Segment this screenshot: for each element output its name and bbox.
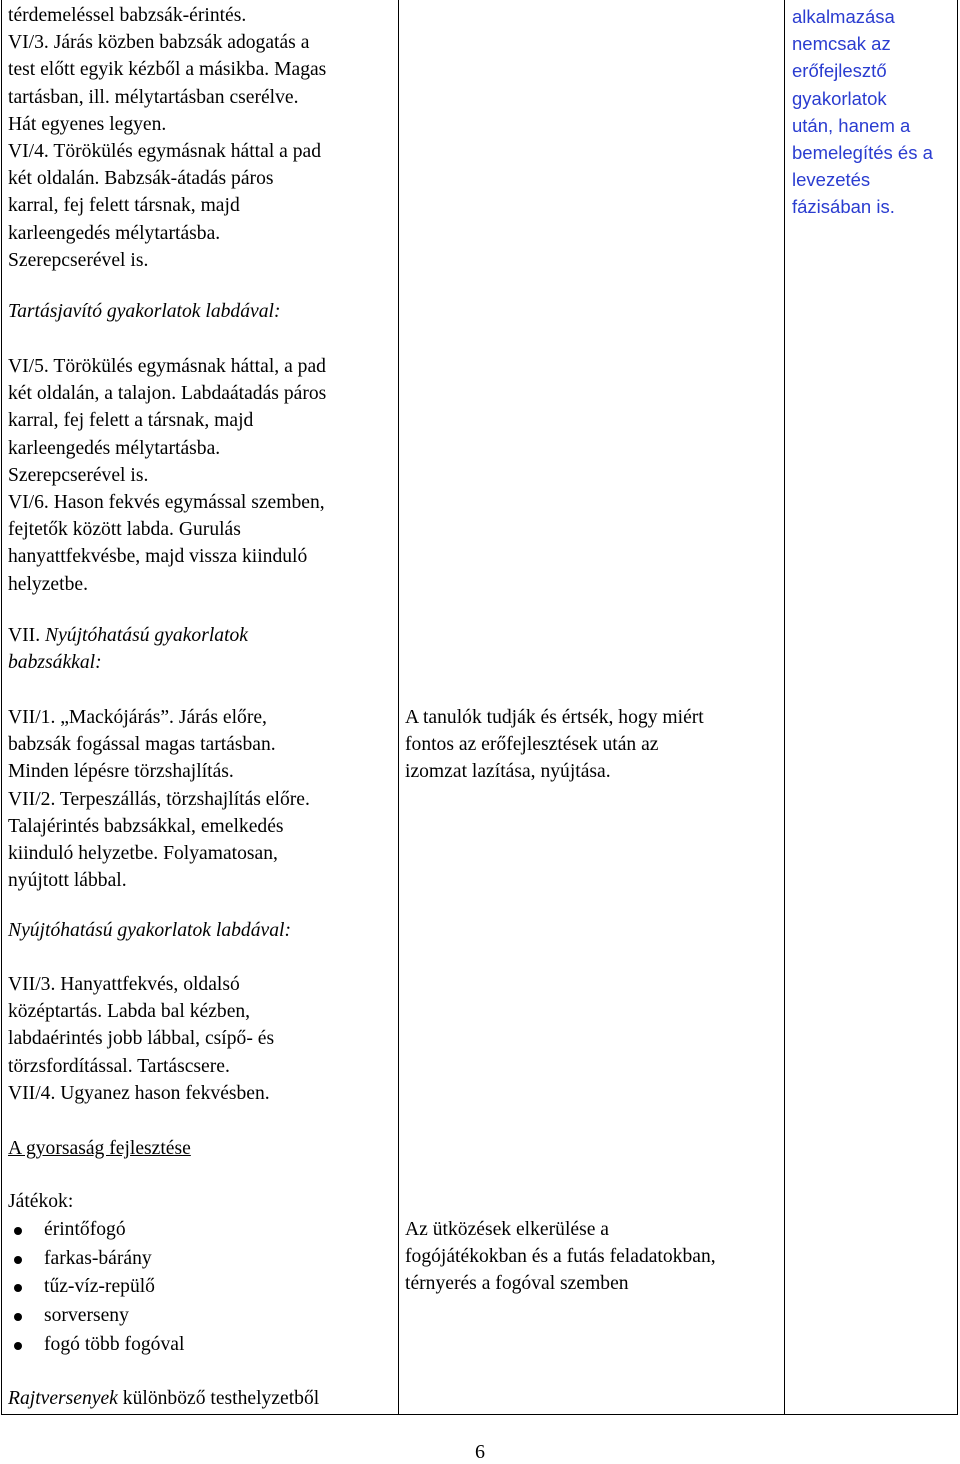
text-line: Az ütközések elkerülése a [405, 1219, 610, 1240]
section-heading-posture-ball [8, 298, 393, 325]
text-line: kiinduló helyzetbe. Folyamatosan, [8, 843, 278, 865]
bullet-icon [14, 1313, 22, 1321]
list-item [8, 1245, 184, 1274]
heading-line-2: babzsákkal: [8, 652, 102, 674]
text-line: Szerepcserével is. [8, 249, 149, 271]
text-line: térdemeléssel babzsák-érintés. [8, 5, 247, 26]
text-line: fogójátékokban és a futás feladatokban, [405, 1246, 716, 1268]
list-item-label: sorverseny [44, 1305, 129, 1327]
text-line: középtartás. Labda bal kézben, [8, 1001, 251, 1023]
text-line: nemcsak az [792, 33, 891, 55]
text-line [8, 1385, 393, 1412]
section-heading-stretch-beanbag [8, 622, 393, 676]
text-line: karral, fej felett a társnak, majd [8, 410, 254, 432]
text-line: A tanulók tudják és értsék, hogy miért [405, 707, 704, 728]
exercise-block-3 [8, 704, 393, 894]
text-line: gyakorlatok [792, 87, 887, 109]
page-number: 6 [475, 1441, 485, 1463]
text-line: fontos az erőfejlesztések után az [405, 734, 659, 756]
list-item [8, 1216, 184, 1245]
text-line: VI/5. Törökülés egymásnak háttal, a pad [8, 356, 326, 377]
text-line: helyzetbe. [8, 573, 88, 595]
italic-text: Rajtversenyek [8, 1388, 118, 1409]
teaching-note-2 [405, 1216, 785, 1298]
games-list [8, 1216, 184, 1360]
text-line: tartásban, ill. mélytartásban cserélve. [8, 86, 299, 108]
section-heading-stretch-ball [8, 917, 393, 944]
text-line: VII/1. „Mackójárás”. Járás előre, [8, 707, 267, 728]
text-line: VII/2. Terpeszállás, törzshajlítás előre. [8, 788, 310, 810]
list-item [8, 1273, 184, 1302]
bullet-icon [14, 1342, 22, 1350]
column-divider-1 [398, 0, 399, 1414]
text-line: karleengedés mélytartásba. [8, 437, 221, 459]
text-line: után, hanem a [792, 114, 911, 136]
text-line: két oldalán. Babzsák-átadás páros [8, 168, 274, 190]
side-note [792, 3, 952, 221]
text-line: labdaérintés jobb lábbal, csípő- és [8, 1028, 275, 1050]
text-line: babzsák fogással magas tartásban. [8, 734, 276, 756]
heading-text: Tartásjavító gyakorlatok labdával: [8, 301, 281, 322]
text-line: karral, fej felett társnak, majd [8, 195, 240, 217]
bullet-icon [14, 1227, 22, 1235]
list-item [8, 1302, 184, 1331]
heading-line-1 [8, 622, 393, 649]
text-line: test előtt egyik kézből a másikba. Magas [8, 59, 327, 81]
text-line: Minden lépésre törzshajlítás. [8, 761, 234, 783]
bullet-icon [14, 1284, 22, 1292]
list-item-label: tűz-víz-repülő [44, 1276, 155, 1298]
text-line: alkalmazása [792, 6, 895, 27]
section-heading-speed [8, 1135, 393, 1162]
text-line: Talajérintés babzsákkal, emelkedés [8, 815, 284, 837]
text-line: bemelegítés és a [792, 142, 933, 164]
games-label [8, 1188, 393, 1215]
bullet-icon [14, 1256, 22, 1264]
text-line: térnyerés a fogóval szemben [405, 1273, 629, 1295]
text-line: fejtetők között labda. Gurulás [8, 519, 241, 541]
heading-prefix: VII. [8, 625, 41, 646]
label-text: Játékok: [8, 1191, 74, 1212]
text-line: két oldalán, a talajon. Labdaátadás páros [8, 383, 327, 405]
list-item-label: érintőfogó [44, 1219, 126, 1240]
list-item [8, 1331, 184, 1360]
list-item-label: farkas-bárány [44, 1247, 152, 1269]
list-item-label: fogó több fogóval [44, 1333, 185, 1355]
text-line: hanyattfekvésbe, majd vissza kiinduló [8, 546, 308, 568]
text-line: levezetés [792, 169, 871, 191]
text-line: karleengedés mélytartásba. [8, 222, 221, 244]
text-line: Hát egyenes legyen. [8, 113, 167, 135]
text-line: VI/3. Járás közben babzsák adogatás a [8, 32, 310, 54]
heading-text: A gyorsaság fejlesztése [8, 1138, 191, 1159]
text-line: izomzat lazítása, nyújtása. [405, 761, 611, 783]
text-line: VI/4. Törökülés egymásnak háttal a pad [8, 141, 322, 163]
text-line: fázisában is. [792, 196, 895, 218]
text-line: VII/4. Ugyanez hason fekvésben. [8, 1082, 270, 1104]
text-line: Szerepcserével is. [8, 464, 149, 486]
text-line: nyújtott lábbal. [8, 870, 127, 892]
heading-text: Nyújtóhatású gyakorlatok [45, 625, 249, 646]
text-line: VI/6. Hason fekvés egymással szemben, [8, 492, 325, 514]
text-line: erőfejlesztő [792, 60, 887, 82]
start-races-line [8, 1385, 393, 1412]
exercise-block-1 [8, 2, 393, 274]
plain-text: különböző testhelyzetből [117, 1388, 320, 1409]
exercise-block-4 [8, 971, 393, 1107]
text-line: törzsfordítással. Tartáscsere. [8, 1055, 230, 1077]
teaching-note-1 [405, 704, 785, 786]
heading-text: Nyújtóhatású gyakorlatok labdával: [8, 920, 291, 941]
text-line: VII/3. Hanyattfekvés, oldalsó [8, 974, 240, 995]
exercise-block-2 [8, 353, 393, 598]
